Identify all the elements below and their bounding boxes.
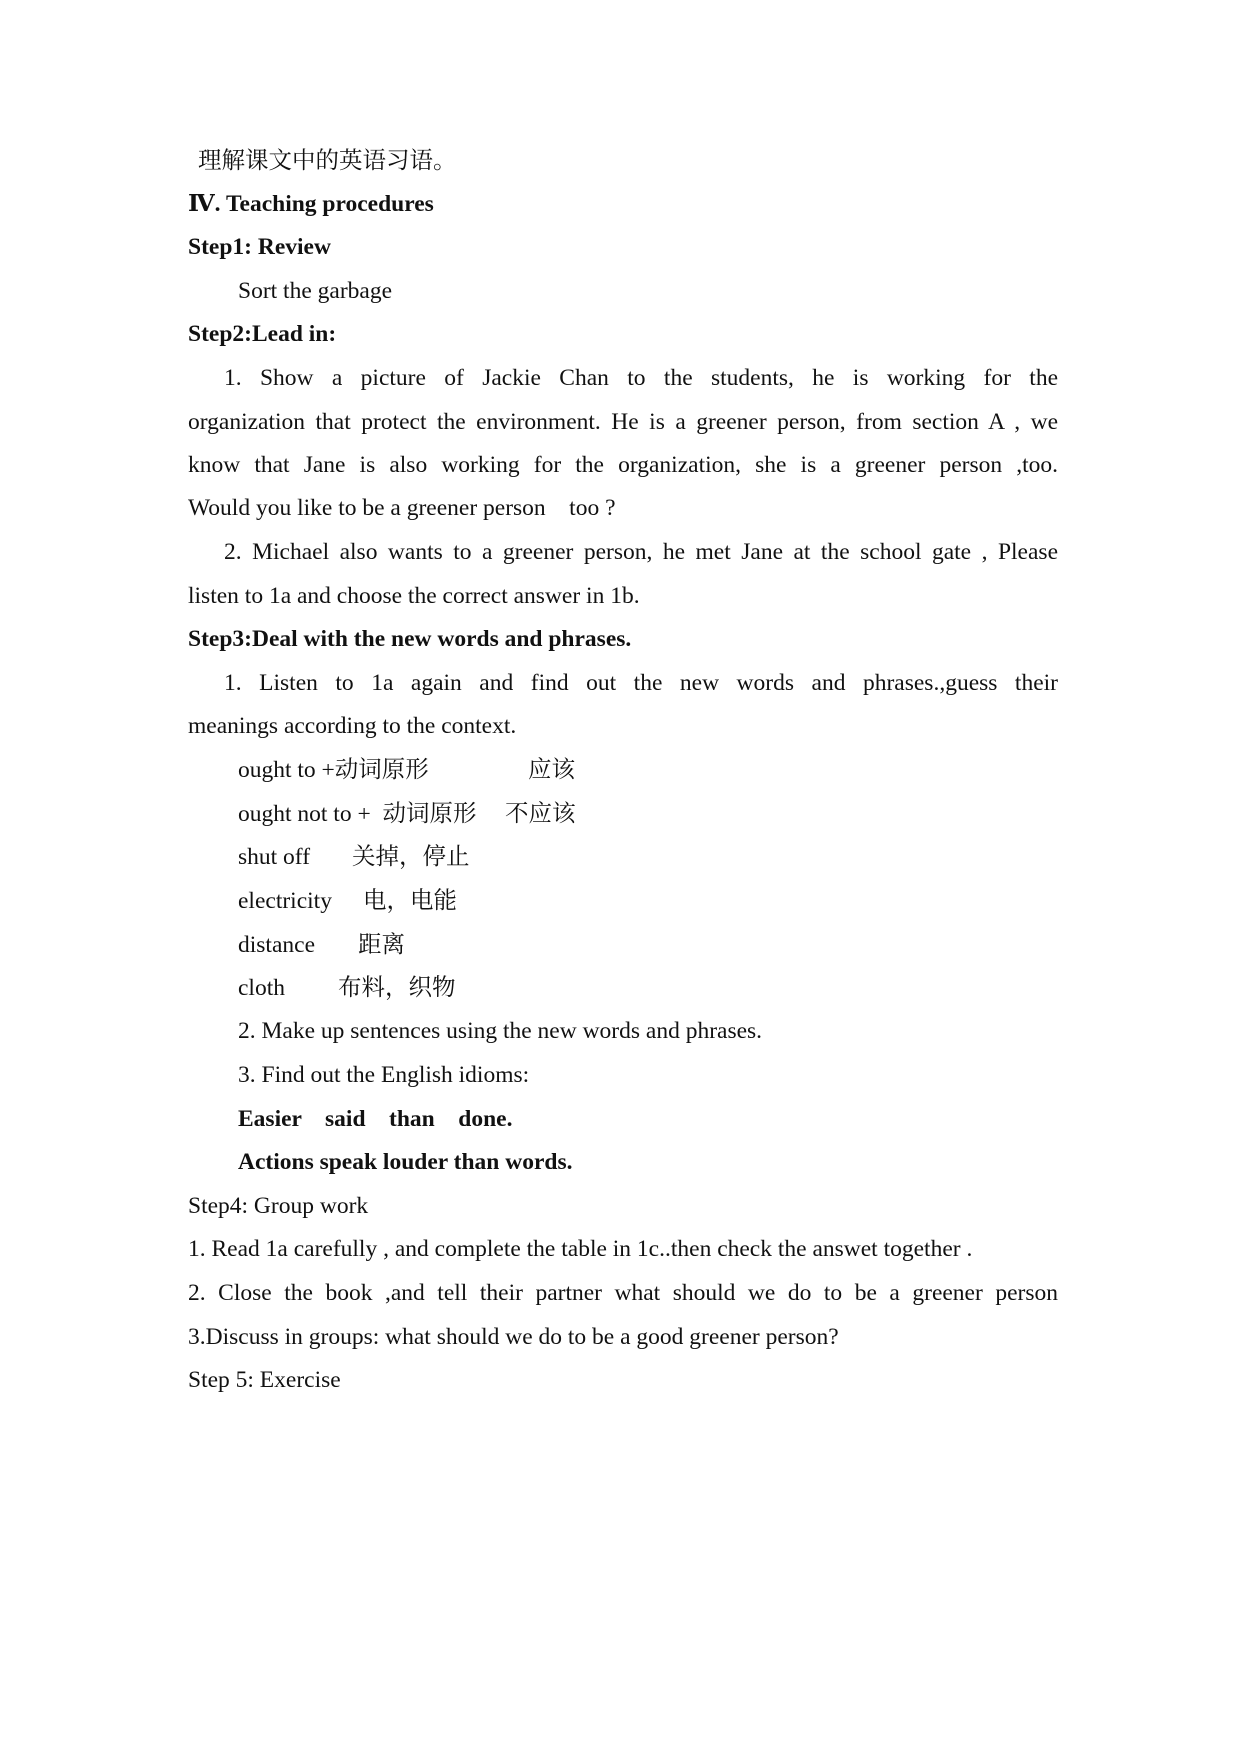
p1-line2: organization that protect the environment. He is a greener person, from section A , we xyxy=(188,409,1058,435)
vocab-item xyxy=(238,930,1058,960)
vocab-item xyxy=(238,799,1058,829)
vocab-meaning: 布料，织物 xyxy=(338,975,456,1001)
step3-item3: 3. Find out the English idioms: xyxy=(238,1062,530,1088)
p3-line1: 1. Listen to 1a again and find out the new words and phrases.,guess their xyxy=(224,670,1058,696)
p1-line4: Would you like to be a greener person too ? xyxy=(188,495,616,521)
vocab-meaning: 电，电能 xyxy=(363,888,457,914)
vocab-term: ought not to + 动词原形 xyxy=(238,801,477,827)
vocab-meaning: 距离 xyxy=(358,932,405,958)
step4-item3: 3.Discuss in groups: what should we do to be a good greener person? xyxy=(188,1324,839,1350)
intro-line: 理解课文中的英语习语。 xyxy=(198,148,457,174)
p3-line2: meanings according to the context. xyxy=(188,713,517,739)
vocab-meaning: 关掉，停止 xyxy=(352,844,470,870)
p2-line2: listen to 1a and choose the correct answer in 1b. xyxy=(188,583,640,609)
step2-heading: Step2:Lead in: xyxy=(188,321,337,347)
step4-item2: 2. Close the book ,and tell their partner what should we do to be a greener person xyxy=(188,1280,1058,1306)
vocab-meaning: 应该 xyxy=(528,757,575,783)
step3-item2: 2. Make up sentences using the new words and phrases. xyxy=(238,1018,763,1044)
step1-text: Sort the garbage xyxy=(238,278,393,304)
step5-heading: Step 5: Exercise xyxy=(188,1367,341,1393)
section-heading: Ⅳ. Teaching procedures xyxy=(188,191,434,217)
p1-line3: know that Jane is also working for the organization, she is a greener person ,too. xyxy=(188,452,1058,478)
step3-heading: Step3:Deal with the new words and phrases. xyxy=(188,626,632,652)
vocab-term: ought to +动词原形 xyxy=(238,757,429,783)
vocab-item xyxy=(238,755,1058,785)
step4-heading: Step4: Group work xyxy=(188,1193,369,1219)
p2-line1: 2. Michael also wants to a greener person, he met Jane at the school gate , Please xyxy=(224,539,1058,565)
vocab-term: shut off xyxy=(238,844,311,870)
p1-line1: 1. Show a picture of Jackie Chan to the students, he is working for the xyxy=(224,365,1058,391)
vocab-term: cloth xyxy=(238,975,285,1001)
vocab-meaning: 不应该 xyxy=(505,801,576,827)
vocab-term: distance xyxy=(238,932,315,958)
vocab-item xyxy=(238,886,1058,916)
idiom-1: Easier said than done. xyxy=(238,1106,513,1132)
idiom-2: Actions speak louder than words. xyxy=(238,1149,573,1175)
vocab-item xyxy=(238,842,1058,872)
step4-item1: 1. Read 1a carefully , and complete the table in 1c..then check the answet together . xyxy=(188,1236,973,1262)
step1-heading: Step1: Review xyxy=(188,234,331,260)
vocab-item xyxy=(238,973,1058,1003)
vocab-term: electricity xyxy=(238,888,332,914)
